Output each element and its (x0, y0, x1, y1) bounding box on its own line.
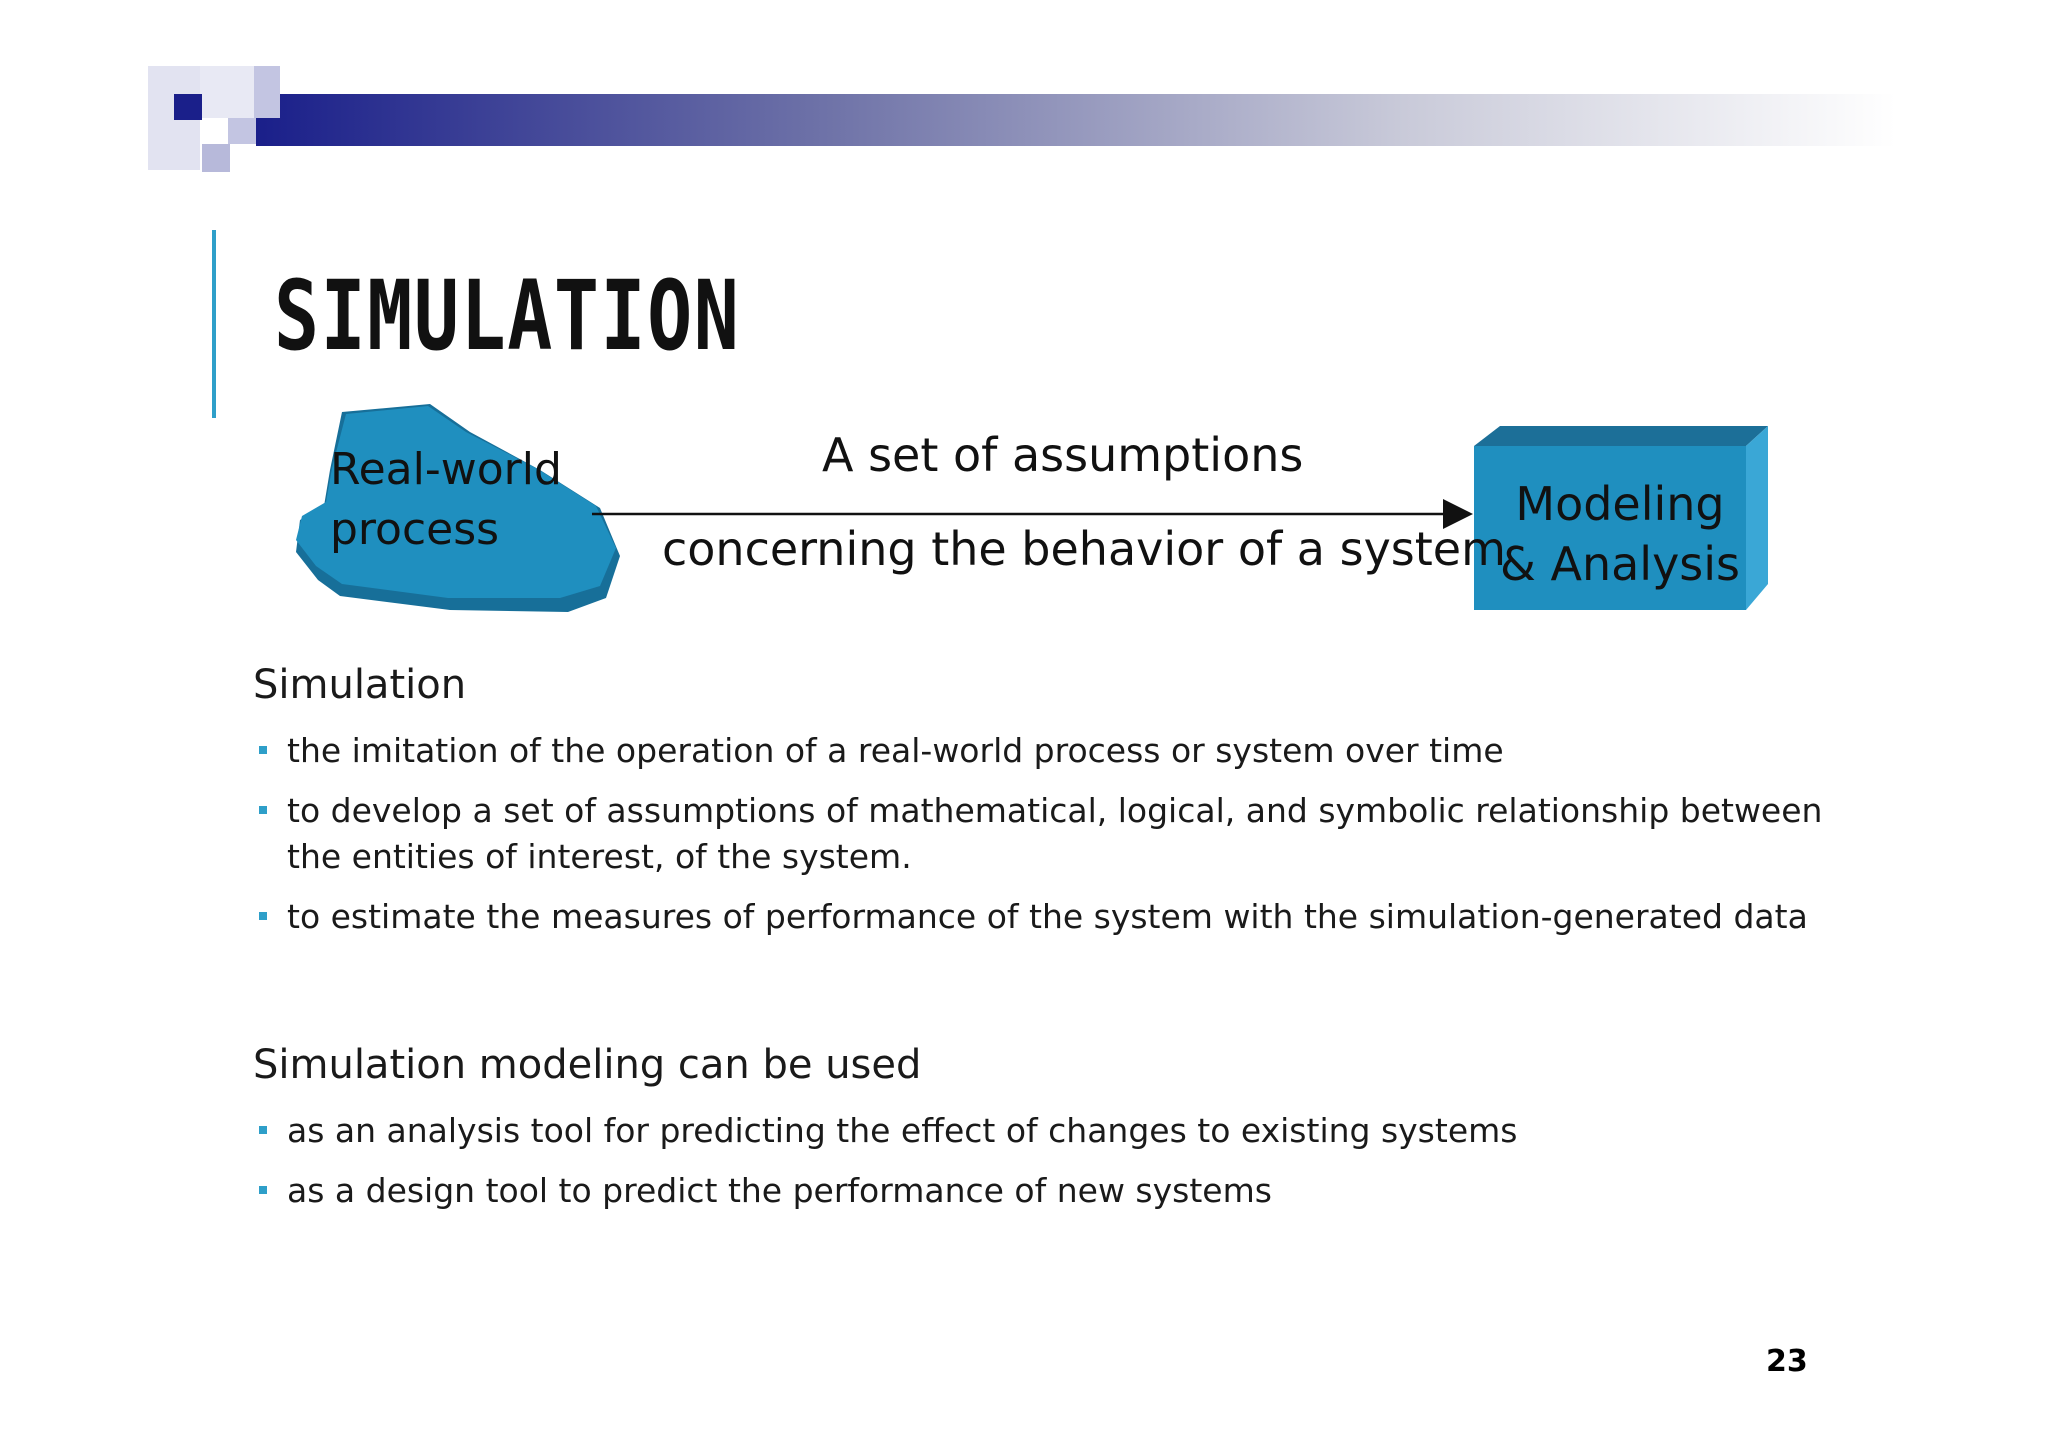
bullet-square-icon (259, 806, 267, 814)
section-heading-uses: Simulation modeling can be used (253, 1042, 922, 1088)
list-item (253, 1168, 1833, 1214)
list-item (253, 728, 1833, 774)
bullet-text: to estimate the measures of performance of the system with the simulation-generated data (287, 897, 1808, 936)
bullet-text: as a design tool to predict the performance of new systems (287, 1171, 1272, 1210)
section-heading-simulation: Simulation (253, 662, 467, 708)
bullet-square-icon (259, 1126, 267, 1134)
simulation-bullet-list (253, 728, 1833, 954)
bullet-square-icon (259, 1186, 267, 1194)
bullet-text: as an analysis tool for predicting the effect of changes to existing systems (287, 1111, 1518, 1150)
bullet-square-icon (259, 912, 267, 920)
modeling-analysis-label-line1: Modeling (1515, 477, 1725, 531)
list-item (253, 1108, 1833, 1154)
uses-bullet-list (253, 1108, 1833, 1228)
list-item (253, 788, 1833, 880)
arrow-label-bottom: concerning the behavior of a system (662, 522, 1506, 576)
bullet-text: the imitation of the operation of a real-world process or system over time (287, 731, 1504, 770)
slide-title: SIMULATION (274, 260, 741, 372)
list-item (253, 894, 1833, 940)
real-world-process-label (330, 440, 562, 560)
real-world-process-label-line2: process (330, 504, 500, 555)
model-box-top (1474, 426, 1768, 446)
page-number: 23 (1766, 1344, 1808, 1379)
real-world-process-label-line1: Real-world (330, 444, 562, 495)
arrow-label-top: A set of assumptions (822, 428, 1304, 482)
modeling-analysis-label-line2: & Analysis (1499, 537, 1741, 591)
modeling-analysis-label (1470, 474, 1770, 594)
bullet-text: to develop a set of assumptions of mathematical, logical, and symbolic relationship between the entities of interest, of the system. (287, 791, 1823, 876)
bullet-square-icon (259, 746, 267, 754)
